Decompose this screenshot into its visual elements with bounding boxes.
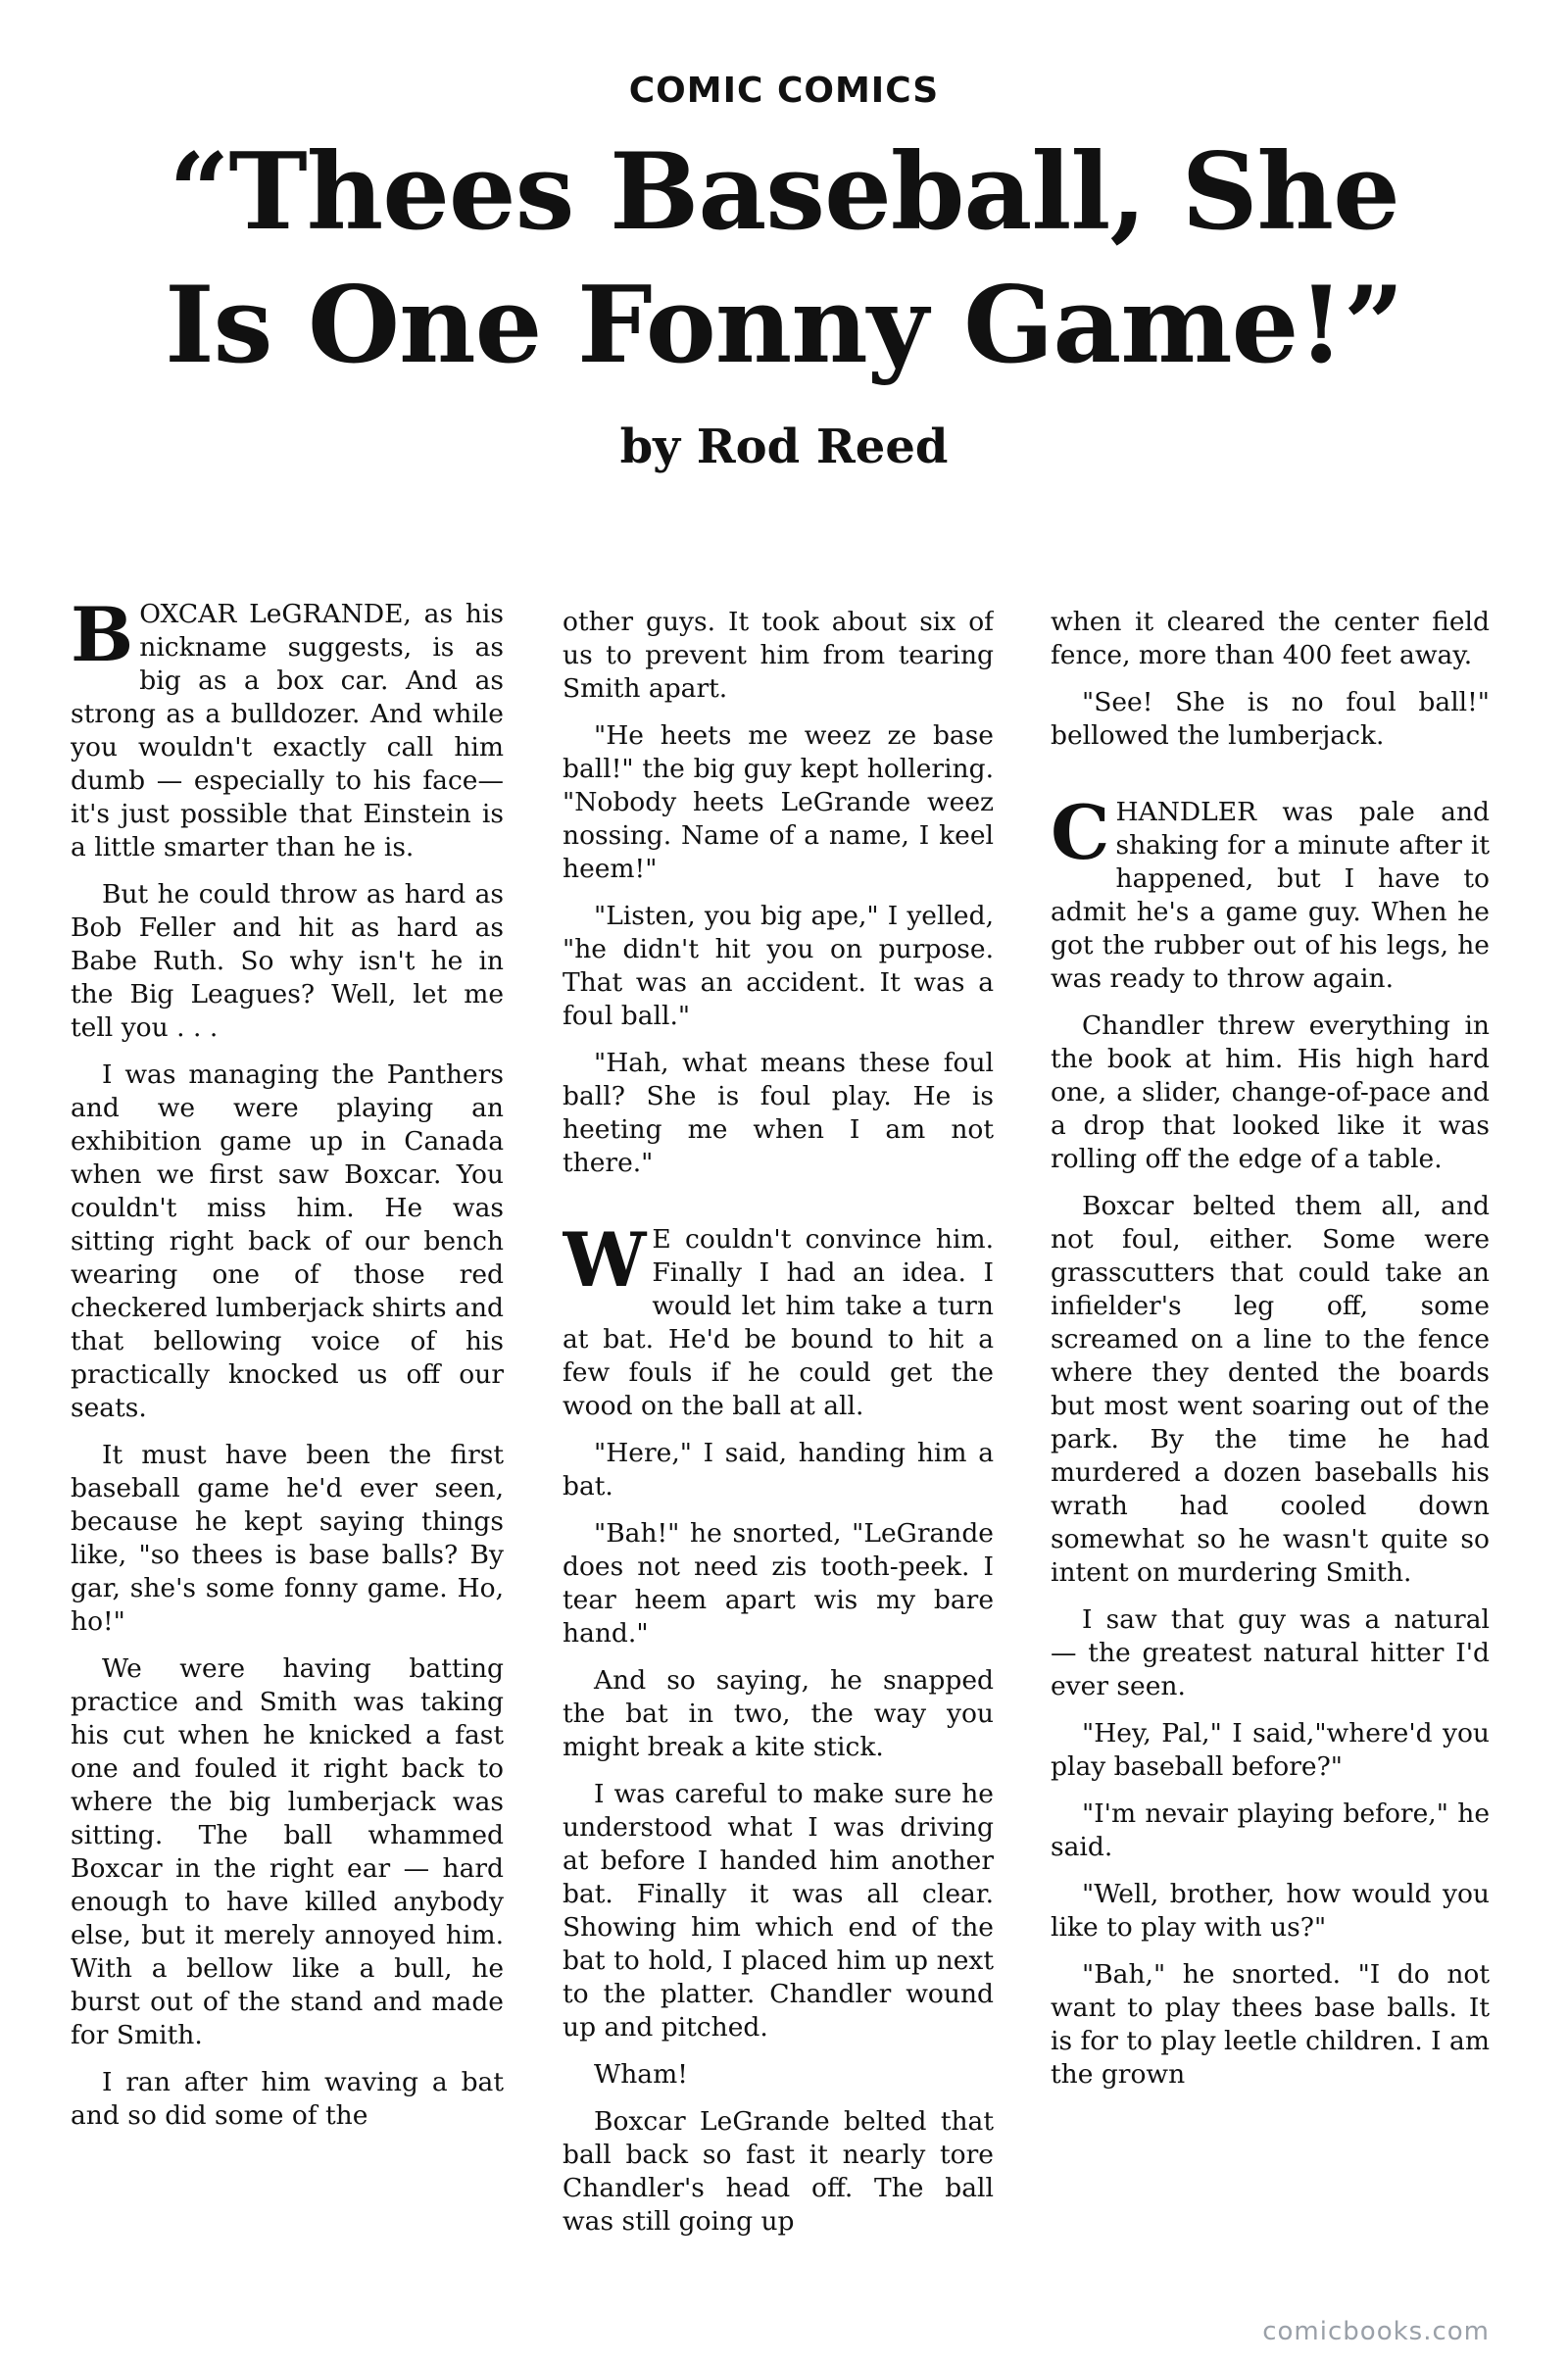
paragraph: W E couldn't convince him. Finally I had an idea. I would let him take a turn at bat. He'd be bound to hit a few fouls if he could get the wood on the ball at all. [563, 1216, 994, 1421]
text-column-1 [71, 598, 504, 2264]
paragraph: Boxcar belted them all, and not foul, either. Some were grasscutters that could take an infielder's leg off, some screamed on a line to the fence where they dented the boards but most went soaring out of the park. By the time he had murdered a dozen baseballs his wrath had cooled down somewhat so he wasn't quite so intent on murdering Smith. [1051, 1191, 1490, 1588]
paragraph: I ran after him waving a bat and so did some of the [71, 2067, 504, 2131]
paragraph: I saw that guy was a natural — the greatest natural hitter I'd ever seen. [1051, 1604, 1490, 1701]
paragraph: "Here," I said, handing him a bat. [563, 1438, 994, 1502]
text-column-3 [1051, 606, 1490, 2272]
paragraph: BOXCAR LeGRANDE, as his nickname suggests, is as big as a box car. And as strong as a bulldozer. And while you wouldn't exactly call him dumb — especially to his face—it's just possible that Einstein is a little smarter than he is. [71, 598, 504, 862]
site-watermark: comicbooks.com [1262, 2317, 1490, 2346]
paragraph: CHANDLER was pale and shaking for a minute after it happened, but I have to admit he's a game guy. When he got the rubber out of his legs, he was ready to throw again. [1051, 789, 1490, 994]
paragraph: It must have been the first baseball game he'd ever seen, because he kept saying things like, "so thees is base balls? By gar, she's some fonny game. Ho, ho!" [71, 1440, 504, 1637]
paragraph: "See! She is no foul ball!" bellowed the lumberjack. [1051, 687, 1490, 751]
paragraph: "I'm nevair playing before," he said. [1051, 1798, 1490, 1862]
paragraph: I was careful to make sure he understood what I was driving at before I handed him another bat. Finally it was all clear. Showing him which end of the bat to hold, I placed him up next to the platter. Chandler wound up and pitched. [563, 1779, 994, 2043]
paragraph: I was managing the Panthers and we were playing an exhibition game up in Canada when we first saw Boxcar. You couldn't miss him. He was sitting right back of our bench wearing one of those red checkered lumberjack shirts and that bellowing voice of his practically knocked us off our seats. [71, 1059, 504, 1423]
paragraph: And so saying, he snapped the bat in two, the way you might break a kite stick. [563, 1665, 994, 1762]
article-byline: by Rod Reed [619, 419, 949, 474]
paragraph: when it cleared the center field fence, more than 400 feet away. [1051, 607, 1490, 670]
paragraph: We were having batting practice and Smith was taking his cut when he knicked a fast one and fouled it right back to where the big lumberjack was sitting. The ball whammed Boxcar in the right ear — hard enough to have killed anybody else, but it merely annoyed him. With a bellow like a bull, he burst out of the stand and made for Smith. [71, 1653, 504, 2050]
paragraph: "Listen, you big ape," I yelled, "he didn't hit you on purpose. That was an accident. It was a foul ball." [563, 901, 994, 1031]
paragraph: "Hey, Pal," I said,"where'd you play baseball before?" [1051, 1718, 1490, 1782]
drop-cap: W [563, 1216, 647, 1304]
article-title: “Thees Baseball, She Is One Fonny Game!” [165, 130, 1403, 387]
paragraph: other guys. It took about six of us to prevent him from tearing Smith apart. [563, 607, 994, 704]
paragraph: "Hah, what means these foul ball? She is foul play. He is heeting me when I am not there." [563, 1048, 994, 1178]
paragraph: But he could throw as hard as Bob Feller and hit as hard as Babe Ruth. So why isn't he in the Big Leagues? Well, let me tell you . . . [71, 879, 504, 1043]
drop-cap: B [71, 598, 134, 678]
paragraph: Boxcar LeGrande belted that ball back so fast it nearly tore Chandler's head off. The ball was still going up [563, 2106, 994, 2237]
drop-cap: C [1051, 789, 1110, 876]
paragraph: "Bah," he snorted. "I do not want to play thees base balls. It is for to play leetle children. I am the grown [1051, 1959, 1490, 2090]
paragraph: "He heets me weez ze base ball!" the big guy kept hollering. "Nobody heets LeGrande weez nossing. Name of a name, I keel heem!" [563, 720, 994, 884]
paragraph: "Bah!" he snorted, "LeGrande does not need zis tooth-peek. I tear heem apart wis my bare hand." [563, 1518, 994, 1649]
paragraph: "Well, brother, how would you like to play with us?" [1051, 1879, 1490, 1943]
text-column-2 [563, 606, 994, 2272]
paragraph: Wham! [594, 2059, 688, 2090]
paragraph: Chandler threw everything in the book at him. His high hard one, a slider, change-of-pace and a drop that looked like it was rolling off the edge of a table. [1051, 1010, 1490, 1174]
section-kicker: COMIC COMICS [628, 71, 940, 111]
